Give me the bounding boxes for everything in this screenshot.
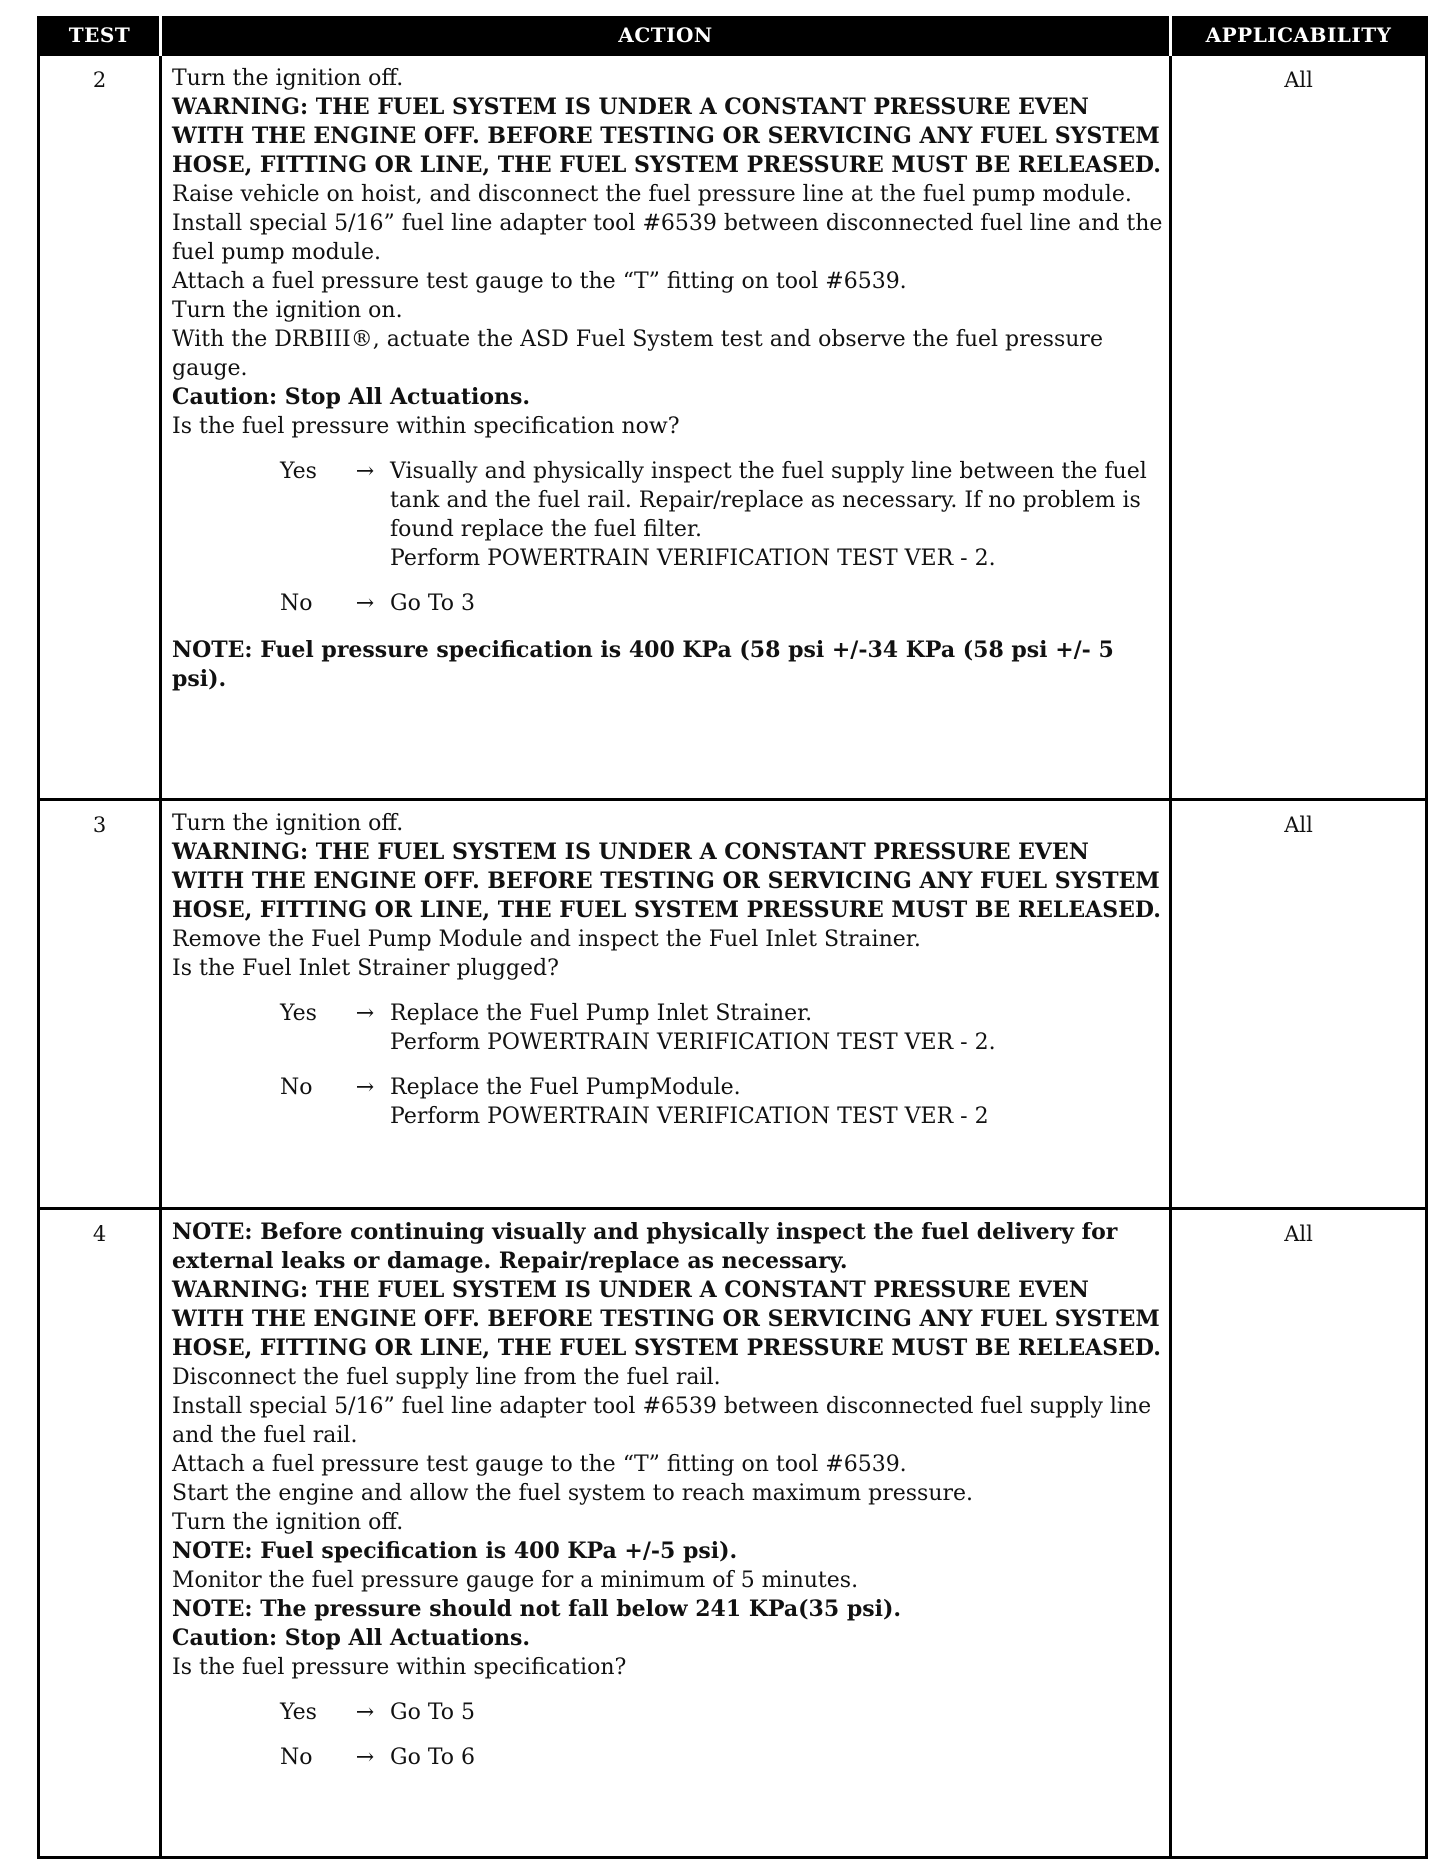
applicability-value: All [1171,800,1427,1209]
yes-label: Yes [280,1700,317,1725]
yes-result [390,457,1163,573]
table-row [39,800,1427,1209]
spec-note: NOTE: Fuel specification is 400 KPa +/-5 psi). [172,1538,738,1564]
spec-note: NOTE: Fuel pressure specification is 400 KPa (58 psi +/-34 KPa (58 psi +/- 5 psi). [172,637,1114,692]
no-branch [172,589,1163,618]
action-cell [161,1209,1171,1858]
header-action: ACTION [161,16,1171,55]
result-line: Replace the Fuel Pump Inlet Strainer. [390,1001,813,1026]
question-text: Is the fuel pressure within specification? [172,1655,627,1680]
test-number: 4 [39,1209,161,1858]
action-line: Raise vehicle on hoist, and disconnect the fuel pressure line at the fuel pump module. [172,182,1132,207]
action-line: Remove the Fuel Pump Module and inspect the Fuel Inlet Strainer. [172,927,921,952]
table-row [39,1209,1427,1858]
action-cell [161,800,1171,1209]
action-line: Turn the ignition off. [172,66,404,91]
no-result [390,1743,1163,1772]
action-cell [161,55,1171,800]
right-arrow-icon: → [355,1700,375,1725]
action-line: Install special 5/16” fuel line adapter tool #6539 between disconnected fuel supply line and the fuel rail. [172,1394,1152,1448]
diagnostic-table [37,16,1428,1859]
result-line: Visually and physically inspect the fuel supply line between the fuel tank and the fuel rail. Repair/replace as necessary. If no problem is found replace the fuel filter. [390,459,1147,542]
warning-text: WARNING: THE FUEL SYSTEM IS UNDER A CONSTANT PRESSURE EVEN WITH THE ENGINE OFF. BEFORE TESTING OR SERVICING ANY FUEL SYSTEM HOSE, FITTING OR LINE, THE FUEL SYSTEM PRESSURE MUST BE RELEASED. [172,839,1161,923]
action-line: Turn the ignition off. [172,811,404,836]
no-result [390,1073,1163,1131]
diagnostic-test-sheet [37,16,1425,1859]
no-branch [172,1073,1163,1131]
question-text: Is the fuel pressure within specification now? [172,414,680,439]
table-row [39,55,1427,800]
yes-label: Yes [280,459,317,484]
applicability-value: All [1171,55,1427,800]
result-line: Perform POWERTRAIN VERIFICATION TEST VER - 2. [390,1030,996,1055]
action-line: Attach a fuel pressure test gauge to the “T” fitting on tool #6539. [172,269,907,294]
right-arrow-icon: → [355,1745,375,1770]
yes-result [390,1698,1163,1727]
no-branch [172,1743,1163,1772]
right-arrow-icon: → [355,1075,375,1100]
test-number: 2 [39,55,161,800]
caution-text: Caution: Stop All Actuations. [172,384,531,410]
action-line: Install special 5/16” fuel line adapter tool #6539 between disconnected fuel line and the fuel pump module. [172,211,1163,265]
action-line: Disconnect the fuel supply line from the fuel rail. [172,1365,721,1390]
right-arrow-icon: → [355,591,375,616]
action-line: Start the engine and allow the fuel system to reach maximum pressure. [172,1481,974,1506]
result-line: Replace the Fuel PumpModule. [390,1075,741,1100]
yes-label: Yes [280,1001,317,1026]
action-line: Attach a fuel pressure test gauge to the “T” fitting on tool #6539. [172,1452,907,1477]
result-line: Go To 5 [390,1700,476,1725]
applicability-value: All [1171,1209,1427,1858]
caution-text: Caution: Stop All Actuations. [172,1625,531,1651]
result-line: Go To 3 [390,591,476,616]
no-label: No [280,1075,313,1100]
action-line: Turn the ignition on. [172,298,403,323]
result-line: Go To 6 [390,1745,476,1770]
inspect-note: NOTE: Before continuing visually and physically inspect the fuel delivery for external leaks or damage. Repair/replace as necessary. [172,1219,1118,1274]
table-header-row [39,16,1427,55]
yes-branch [172,1698,1163,1727]
no-label: No [280,1745,313,1770]
warning-text: WARNING: THE FUEL SYSTEM IS UNDER A CONSTANT PRESSURE EVEN WITH THE ENGINE OFF. BEFORE TESTING OR SERVICING ANY FUEL SYSTEM HOSE, FITTING OR LINE, THE FUEL SYSTEM PRESSURE MUST BE RELEASED. [172,1277,1161,1361]
right-arrow-icon: → [355,459,375,484]
right-arrow-icon: → [355,1001,375,1026]
header-test: TEST [39,16,161,55]
pressure-note: NOTE: The pressure should not fall below 241 KPa(35 psi). [172,1596,902,1622]
action-line: With the DRBIII®, actuate the ASD Fuel System test and observe the fuel pressure gauge. [172,327,1103,381]
result-line: Perform POWERTRAIN VERIFICATION TEST VER - 2. [390,546,996,571]
yes-branch [172,457,1163,573]
no-label: No [280,591,313,616]
action-line: Monitor the fuel pressure gauge for a minimum of 5 minutes. [172,1568,859,1593]
result-line: Perform POWERTRAIN VERIFICATION TEST VER - 2 [390,1104,989,1129]
no-result [390,589,1163,618]
action-line: Turn the ignition off. [172,1510,404,1535]
warning-text: WARNING: THE FUEL SYSTEM IS UNDER A CONSTANT PRESSURE EVEN WITH THE ENGINE OFF. BEFORE TESTING OR SERVICING ANY FUEL SYSTEM HOSE, FITTING OR LINE, THE FUEL SYSTEM PRESSURE MUST BE RELEASED. [172,94,1161,178]
test-number: 3 [39,800,161,1209]
yes-result [390,999,1163,1057]
header-applicability: APPLICABILITY [1171,16,1427,55]
yes-branch [172,999,1163,1057]
question-text: Is the Fuel Inlet Strainer plugged? [172,956,559,981]
